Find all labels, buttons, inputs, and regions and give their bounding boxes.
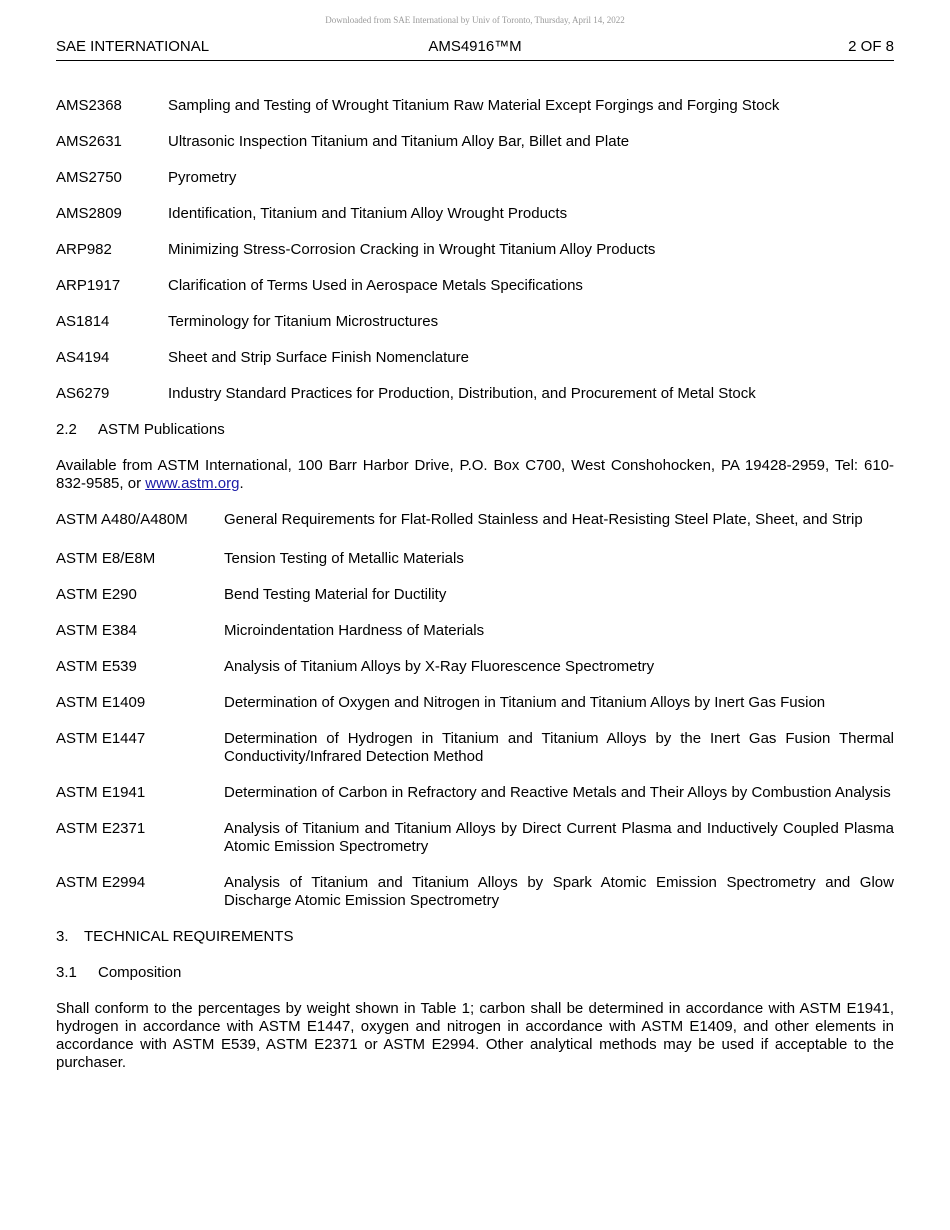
reference-code: ASTM E1409	[56, 694, 146, 711]
reference-code: AMS2368	[56, 97, 122, 114]
reference-item	[56, 97, 894, 115]
reference-title: Determination of Oxygen and Nitrogen in Titanium and Titanium Alloys by Inert Gas Fusion	[224, 694, 826, 711]
download-watermark: Downloaded from SAE International by Univ of Toronto, Thursday, April 14, 2022	[325, 15, 625, 25]
reference-code: ASTM E290	[56, 586, 137, 603]
reference-item	[56, 694, 894, 712]
reference-code: ASTM E1447	[56, 730, 146, 747]
reference-title: Industry Standard Practices for Production, Distribution, and Procurement of Metal Stock	[168, 385, 756, 402]
section-title: TECHNICAL REQUIREMENTS	[84, 928, 294, 945]
reference-item	[56, 169, 894, 187]
reference-code: AMS2631	[56, 133, 122, 150]
reference-code: ASTM E2994	[56, 874, 146, 891]
reference-item	[56, 133, 894, 151]
reference-code: ASTM E2371	[56, 820, 146, 837]
reference-code: ASTM E1941	[56, 784, 146, 801]
reference-title: Tension Testing of Metallic Materials	[224, 550, 464, 567]
reference-item	[56, 277, 894, 295]
reference-title: Analysis of Titanium and Titanium Alloys by Direct Current Plasma and Inductively Coupled Plasma Atomic Emission Spectrometry	[224, 820, 894, 855]
composition-paragraph: Shall conform to the percentages by weight shown in Table 1; carbon shall be determined in accordance with ASTM E1941, hydrogen in accordance with ASTM E1447, oxygen and nitrogen in accordance with ASTM E1409, and other elements in accordance with ASTM E539, ASTM E2371 or ASTM E2994. Other analytical methods may be used if acceptable to the purchaser.	[56, 1000, 894, 1071]
reference-item	[56, 550, 894, 568]
availability-period: .	[239, 475, 244, 492]
reference-item	[56, 313, 894, 331]
availability-text: Available from ASTM International, 100 Barr Harbor Drive, P.O. Box C700, West Conshohocken, PA 19428-2959, Tel: 610-832-9585, or	[56, 457, 894, 492]
reference-item	[56, 205, 894, 223]
reference-item	[56, 658, 894, 676]
reference-title: Identification, Titanium and Titanium Alloy Wrought Products	[168, 205, 568, 222]
reference-code: ASTM E8/E8M	[56, 550, 156, 567]
reference-code: AS1814	[56, 313, 110, 330]
reference-title: Sampling and Testing of Wrought Titanium Raw Material Except Forgings and Forging Stock	[168, 97, 780, 114]
astm-reference-list	[56, 511, 894, 910]
section-heading-3-1	[56, 964, 894, 982]
reference-code: ARP1917	[56, 277, 121, 294]
reference-item	[56, 586, 894, 604]
reference-item	[56, 511, 894, 529]
reference-item	[56, 874, 894, 910]
reference-code: ASTM A480/A480M	[56, 511, 188, 528]
header-page-number: 2 OF 8	[848, 38, 894, 55]
reference-code: ARP982	[56, 241, 112, 258]
section-heading-2-2	[56, 421, 894, 439]
section-number: 3.1	[56, 964, 77, 981]
reference-title: Bend Testing Material for Ductility	[224, 586, 447, 603]
section-number: 3.	[56, 928, 69, 945]
reference-item	[56, 349, 894, 367]
reference-item	[56, 385, 894, 403]
reference-title: General Requirements for Flat-Rolled Stainless and Heat-Resisting Steel Plate, Sheet, and Strip	[224, 511, 863, 528]
astm-website-link[interactable]: www.astm.org	[145, 475, 240, 492]
reference-title: Pyrometry	[168, 169, 237, 186]
reference-title: Analysis of Titanium and Titanium Alloys by Spark Atomic Emission Spectrometry and Glow Discharge Atomic Emission Spectrometry	[224, 874, 894, 909]
reference-title: Sheet and Strip Surface Finish Nomenclature	[168, 349, 469, 366]
reference-code: AMS2809	[56, 205, 122, 222]
reference-code: AS6279	[56, 385, 110, 402]
header-document-id: AMS4916™M	[428, 38, 522, 55]
section-title: ASTM Publications	[98, 421, 225, 438]
reference-title: Microindentation Hardness of Materials	[224, 622, 485, 639]
reference-item	[56, 784, 894, 802]
reference-item	[56, 622, 894, 640]
reference-title: Minimizing Stress-Corrosion Cracking in Wrought Titanium Alloy Products	[168, 241, 656, 258]
sae-reference-list	[56, 97, 894, 403]
document-body	[56, 97, 894, 1090]
reference-title: Determination of Carbon in Refractory and Reactive Metals and Their Alloys by Combustion Analysis	[224, 784, 891, 801]
reference-item	[56, 241, 894, 259]
reference-item	[56, 730, 894, 766]
page-header	[56, 38, 894, 61]
reference-title: Ultrasonic Inspection Titanium and Titanium Alloy Bar, Billet and Plate	[168, 133, 630, 150]
reference-code: AMS2750	[56, 169, 122, 186]
reference-title: Determination of Hydrogen in Titanium and Titanium Alloys by the Inert Gas Fusion Thermal Conductivity/Infrared Detection Method	[224, 730, 894, 765]
section-number: 2.2	[56, 421, 77, 438]
reference-code: AS4194	[56, 349, 110, 366]
reference-code: ASTM E384	[56, 622, 137, 639]
reference-title: Clarification of Terms Used in Aerospace Metals Specifications	[168, 277, 583, 294]
reference-title: Terminology for Titanium Microstructures	[168, 313, 439, 330]
astm-availability-paragraph	[56, 457, 894, 493]
section-heading-3	[56, 928, 894, 946]
header-organization: SAE INTERNATIONAL	[56, 38, 210, 55]
reference-title: Analysis of Titanium Alloys by X-Ray Fluorescence Spectrometry	[224, 658, 655, 675]
reference-code: ASTM E539	[56, 658, 137, 675]
section-title: Composition	[98, 964, 182, 981]
reference-item	[56, 820, 894, 856]
